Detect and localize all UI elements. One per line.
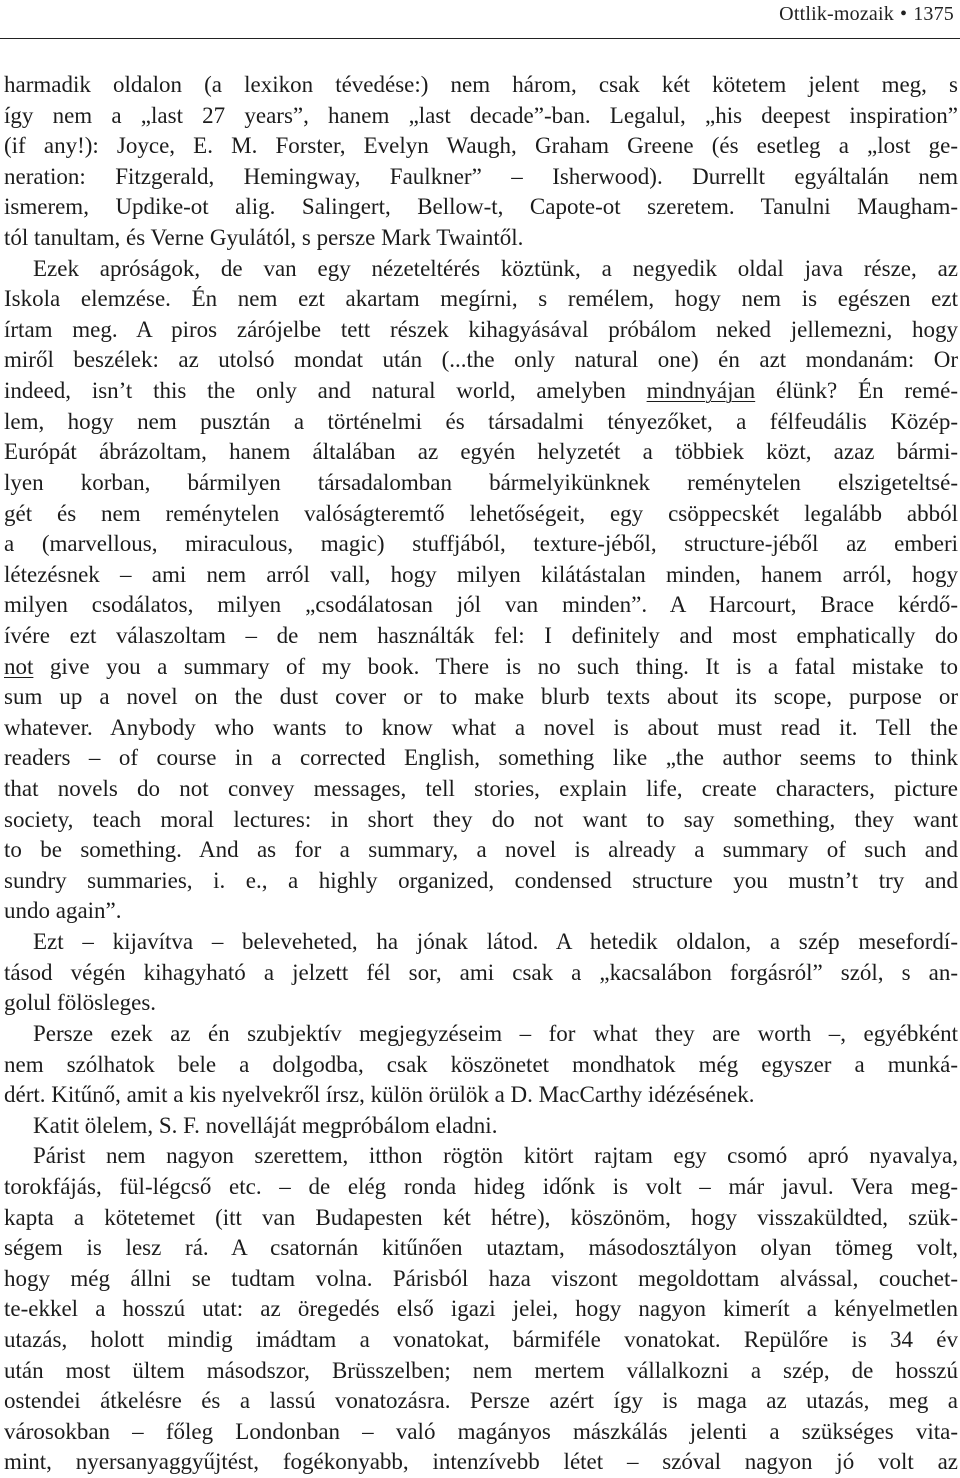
text-line [4,590,958,621]
text-line [4,743,958,774]
text-segment: that novels do not convey messages, tell stories, explain life, create characters, picture [4,776,958,802]
header-rule [0,38,960,39]
text-line [4,1203,958,1234]
text-segment: ségem is lesz rá. A csatornán kitűnően utaztam, másodosztályon olyan tömeg volt, [4,1235,958,1261]
text-line [4,988,958,1019]
text-segment: írtam meg. A piros zárójelbe tett részek kihagyásával próbálom neked jellemezni, hogy [4,316,958,342]
text-line [4,1080,958,1111]
text-line [4,1417,958,1448]
text-line [4,1264,958,1295]
text-line [4,223,958,254]
text-segment: Iskola elemzése. Én nem ezt akartam megírni, s remélem, hogy nem is egészen ezt [4,286,958,312]
text-segment: readers – of course in a corrected English, something like „the author seems to think [4,745,958,771]
text-line [4,1050,958,1081]
text-line [4,1386,958,1417]
text-line [4,713,958,744]
text-line [4,254,958,285]
text-segment: mint, nyersanyaggyűjtést, fogékonyabb, intenzívebb létet – szóval nagyon jó volt az [4,1449,958,1475]
text-line [4,162,958,193]
text-segment: undo again”. [4,898,122,924]
text-segment: lem, hogy nem pusztán a történelmi és társadalmi tényezőket, a félfeudális Közép- [4,408,958,434]
text-segment: lyen korban, bármilyen társadalomban bármelyikünknek reménytelen elszigeteltsé- [4,469,958,495]
text-line [4,1172,958,1203]
text-line [4,315,958,346]
text-segment: sum up a novel on the dust cover or to make blurb texts about its scope, purpose or [4,684,958,710]
text-line [4,835,958,866]
header-separator: • [899,3,908,25]
text-line [4,70,958,101]
text-segment: (if any!): Joyce, E. M. Forster, Evelyn Waugh, Graham Greene (és esetleg a „lost ge- [4,133,958,159]
text-line [4,1294,958,1325]
text-segment: dért. Kitűnő, amit a kis nyelvekről írsz, külön örülök a D. MacCarthy idézésének. [4,1082,755,1108]
text-segment: Párist nem nagyon szerettem, itthon rögtön kitört rajtam egy csomó apró nyavalya, [33,1143,958,1169]
text-segment: whatever. Anybody who wants to know what a novel is about must read it. Tell the [4,714,958,740]
text-line [4,1325,958,1356]
text-line [4,805,958,836]
text-line [4,927,958,958]
text-line [4,1233,958,1264]
text-line [4,345,958,376]
text-line [4,560,958,591]
text-line [4,499,958,530]
text-segment: gét és nem reménytelen valóságteremtő lehetőségeit, egy csöppecskét legalább abból [4,500,958,526]
text-segment: give you a summary of my book. There is no such thing. It is a fatal mistake to [33,653,958,679]
text-line [4,1356,958,1387]
text-segment: városokban – főleg Londonban – való magányos mászkálás jelenti a szükséges vita- [4,1418,958,1444]
text-line [4,958,958,989]
text-line [4,529,958,560]
text-segment: te-ekkel a hosszú utat: az öregedés első igazi jelei, hogy nagyon kimerít a kényelmetlen [4,1296,958,1322]
text-segment: sundry summaries, i. e., a highly organized, condensed structure you mustn’t try and [4,867,958,893]
text-line [4,468,958,499]
text-line [4,1111,958,1142]
text-segment: tól tanultam, és Verne Gyulától, s persze Mark Twaintől. [4,225,524,251]
text-segment: society, teach moral lectures: in short they do not want to say something, they want [4,806,958,832]
text-segment: hogy még állni se tudtam volna. Párisból haza viszont megoldottam alvással, couchet- [4,1265,958,1291]
text-line [4,437,958,468]
text-segment: a (marvellous, miraculous, magic) stuffjából, texture-jéből, structure-jéből az emberi [4,531,958,557]
text-segment: élünk? Én remé- [755,378,958,404]
text-segment: ostendei átkelésre és a lassú vonatozásra. Persze azért így is maga az utazás, meg a [4,1388,958,1414]
text-segment: ívére ezt válaszoltam – de nem használták fel: I definitely and most emphatically do [4,622,958,648]
text-segment: után most ültem másodszor, Brüsszelben; nem mertem vállalkozni a szép, de hosszú [4,1357,958,1383]
running-header [779,3,954,26]
text-line [4,774,958,805]
text-line [4,866,958,897]
text-segment: Katit ölelem, S. F. novelláját megpróbálom eladni. [33,1112,498,1138]
text-segment: miről beszélek: az utolsó mondat után (...the only natural one) én azt mondanám: Or [4,347,958,373]
text-segment: tásod végén kihagyható a jelzett fél sor, ami csak a „kacsalábon forgásról” szól, s an- [4,959,958,985]
text-segment: Persze ezek az én szubjektív megjegyzéseim – for what they are worth –, egyébként [33,1020,958,1046]
text-segment: torokfájás, fül-légcső etc. – de elég ronda hideg időnk is volt – már javul. Vera meg- [4,1173,958,1199]
text-segment: ismerem, Updike-ot alig. Salingert, Bellow-t, Capote-ot szeretem. Tanulni Maugham- [4,194,958,220]
text-segment: Ezt – kijavítva – beleveheted, ha jónak látod. A hetedik oldalon, a szép mesefordí- [33,929,958,955]
text-line [4,682,958,713]
text-segment: harmadik oldalon (a lexikon tévedése:) nem három, csak két kötetem jelent meg, s [4,72,958,97]
text-segment: kapta a kötetemet (itt van Budapesten két hétre), köszönöm, hogy visszaküldted, szük- [4,1204,958,1230]
underlined-word: mindnyájan [646,378,756,404]
underlined-word: not [4,653,34,679]
text-segment: golul fölösleges. [4,990,157,1016]
text-line [4,652,958,683]
text-line [4,192,958,223]
text-line [4,101,958,132]
text-line [4,284,958,315]
page-number: 1375 [913,3,954,25]
text-segment: nem szólhatok bele a dolgodba, csak köszönetet mondhatok még egyszer a munká- [4,1051,958,1077]
text-segment: létezésnek – ami nem arról vall, hogy milyen kilátástalan minden, hanem arról, hogy [4,561,958,587]
text-segment: milyen csodálatos, milyen „csodálatosan jól van minden”. A Harcourt, Brace kérdő- [4,592,958,618]
running-title: Ottlik-mozaik [779,3,894,25]
text-segment: így nem a „last 27 years”, hanem „last decade”-ban. Legalul, „his deepest inspiration” [4,102,958,128]
text-line [4,131,958,162]
text-line [4,896,958,927]
text-segment: to be something. And as for a summary, a novel is already a summary of such and [4,837,958,863]
text-line [4,376,958,407]
text-line [4,621,958,652]
text-segment: Ezek apróságok, de van egy nézeteltérés köztünk, a negyedik oldal java része, az [33,255,958,281]
text-segment: Európát ábrázoltam, hanem általában az egyén helyzetét a többiek közt, azaz bármi- [4,439,958,465]
text-line [4,1141,958,1172]
text-line [4,1019,958,1050]
text-segment: utazás, holott mindig imádtam a vonatokat, bármiféle vonatokat. Repülőre is 34 év [4,1326,958,1352]
body-text [4,70,958,1478]
text-segment: indeed, isn’t this the only and natural world, amelyben [4,378,647,404]
text-segment: neration: Fitzgerald, Hemingway, Faulkner” – Isherwood). Durrellt egyáltalán nem [4,163,958,189]
text-line [4,407,958,438]
text-line [4,1447,958,1478]
